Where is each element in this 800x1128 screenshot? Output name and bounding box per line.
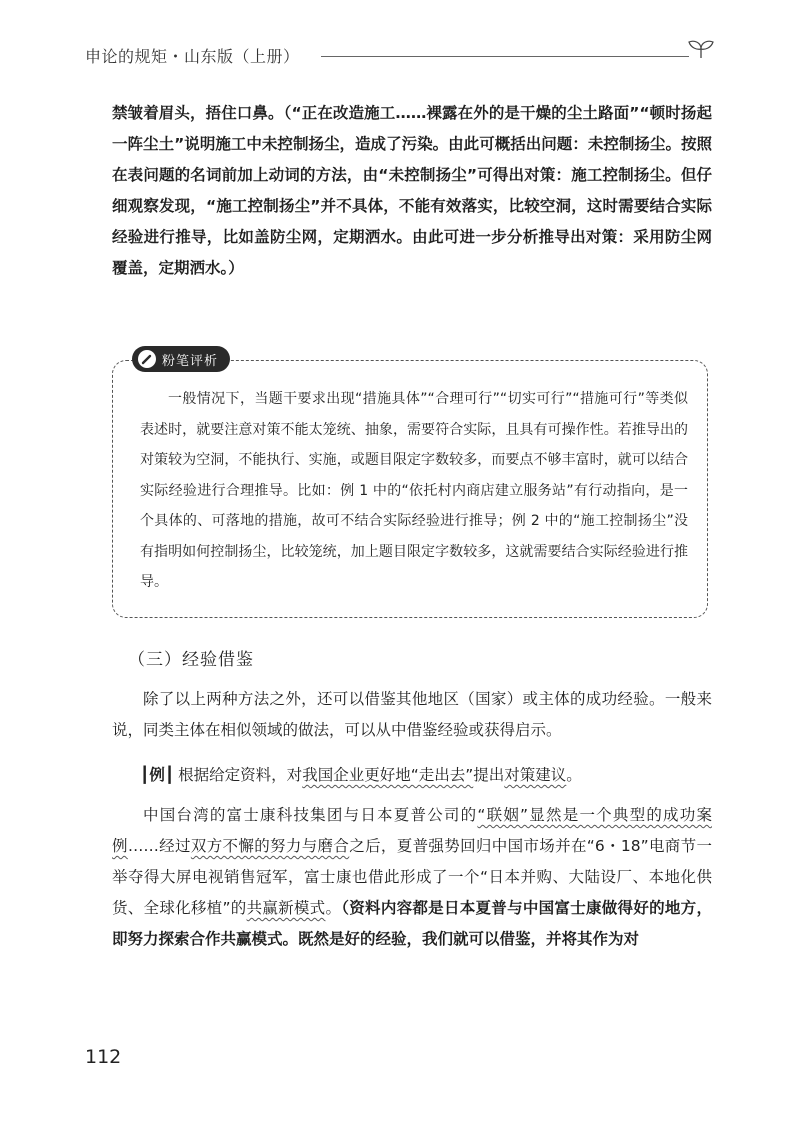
material-highlight-1: “联姻”显然是一个典型的成功案例 [112, 806, 712, 855]
material-highlight-3: 共赢新模式 [246, 899, 326, 917]
analysis-tab [132, 346, 230, 372]
material-text-2: ……经过 [127, 837, 191, 855]
running-header [85, 38, 715, 68]
page-number: 112 [85, 1046, 122, 1068]
section-intro-paragraph: 除了以上两种方法之外，还可以借鉴其他地区（国家）或主体的成功经验。一般来说，同类主体在相似领域的做法，可以从中借鉴经验或获得启示。 [112, 690, 712, 739]
example-highlight-1: 我国企业更好地“走出去” [302, 766, 474, 784]
example-prompt [140, 760, 720, 791]
material-bold-analysis: （资料内容都是日本夏普与中国富士康做得好的地方，即努力探索合作共赢模式。既然是好的经验，我们就可以借鉴，并将其作为对 [112, 899, 712, 948]
brush-icon [138, 350, 156, 368]
material-highlight-2: 双方不懈的努力与磨合 [190, 837, 350, 855]
example-tag: ┃例┃ [140, 766, 175, 784]
analysis-tab-label: 粉笔评析 [162, 353, 219, 369]
example-prompt-lead: 根据给定资料，对 [178, 766, 303, 784]
example-highlight-2: 对策建议 [504, 766, 567, 784]
example-prompt-end: 。 [566, 766, 582, 784]
material-text-1: 中国台湾的富士康科技集团与日本夏普公司的 [143, 806, 478, 824]
book-title: 申论的规矩・山东版（上册） [85, 47, 300, 66]
example-prompt-mid: 提出 [473, 766, 505, 784]
material-paragraph [112, 800, 712, 955]
section-heading: （三）经验借鉴 [128, 650, 254, 670]
sprout-icon [687, 38, 715, 60]
header-rule [321, 56, 689, 57]
material-text-3: 之后，夏普强势回归中国市场并在“6・18”电商节一举夺得大屏电视销售冠军，富士康也借此形成了一个“日本并购、大陆设厂、本地化供货、全球化移植”的 [112, 837, 712, 917]
answer-explanation-paragraph: 禁皱着眉头，捂住口鼻。（“正在改造施工……裸露在外的是干燥的尘土路面”“顿时扬起一阵尘土”说明施工中未控制扬尘，造成了污染。由此可概括出问题：未控制扬尘。按照在表问题的名词前加上动词的方法，由“未控制扬尘”可得出对策：施工控制扬尘。但仔细观察发现，“施工控制扬尘”并不具体，不能有效落实，比较空洞，这时需要结合实际经验进行推导，比如盖防尘网，定期洒水。由此可进一步分析推导出对策：采用防尘网覆盖，定期洒水。） [112, 104, 712, 277]
material-text-4: 。 [325, 899, 342, 917]
analysis-text: 一般情况下，当题干要求出现“措施具体”“合理可行”“切实可行”“措施可行”等类似表述时，就要注意对策不能太笼统、抽象，需要符合实际，且具有可操作性。若推导出的对策较为空洞，不能执行、实施，或题目限定字数较多，而要点不够丰富时，就可以结合实际经验进行合理推导。比如：例 1 中的“依托村内商店建立服务站”有行动指向，是一个具体的、可落地的措施，故可不结合实际经验进行推导；例 2 中的“施工控制扬尘”没有指明如何控制扬尘，比较笼统，加上题目限定字数较多，这就需要结合实际经验进行推导。 [140, 391, 688, 590]
